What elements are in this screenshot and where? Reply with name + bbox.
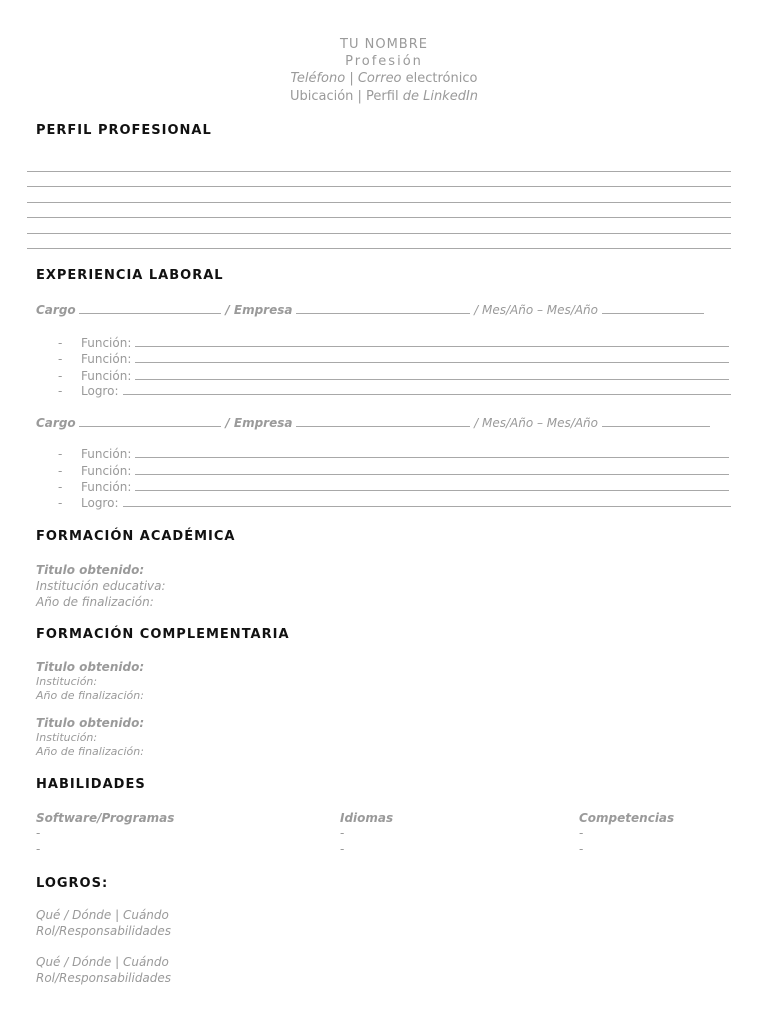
- academic-institucion: Institución educativa:: [36, 579, 166, 593]
- funcion-field[interactable]: [135, 446, 729, 458]
- perfil-line-3[interactable]: [27, 202, 731, 203]
- task-row: [58, 351, 729, 366]
- empresa-label: / Empresa: [225, 303, 293, 317]
- funcion-label: Función:: [81, 336, 132, 350]
- skill-idiomas-heading: Idiomas: [340, 811, 394, 825]
- empresa-field[interactable]: [296, 415, 470, 427]
- bullet-dash: -: [58, 496, 63, 510]
- academic-titulo: Titulo obtenido:: [36, 563, 145, 577]
- section-perfil-profesional: PERFIL PROFESIONAL: [36, 123, 212, 138]
- job-entry-2: [36, 415, 710, 430]
- bullet-dash: -: [58, 480, 63, 494]
- funcion-label: Función:: [81, 352, 132, 366]
- funcion-label: Función:: [81, 369, 132, 383]
- funcion-label: Función:: [81, 480, 132, 494]
- separator: |: [345, 71, 358, 86]
- skill-competencias-heading: Competencias: [579, 811, 675, 825]
- fechas-field[interactable]: [602, 302, 704, 314]
- empresa-label: / Empresa: [225, 416, 293, 430]
- achievement-what-where-when: Qué / Dónde | Cuándo: [36, 955, 169, 969]
- skill-item: -: [340, 842, 345, 856]
- funcion-label: Función:: [81, 447, 132, 461]
- funcion-label: Función:: [81, 464, 132, 478]
- funcion-field[interactable]: [135, 463, 729, 475]
- fechas-field[interactable]: [602, 415, 710, 427]
- skill-item: -: [36, 842, 41, 856]
- location-label: Ubicación | Perfil: [289, 89, 403, 104]
- section-logros: LOGROS:: [36, 876, 109, 891]
- academic-anio: Año de finalización:: [36, 595, 154, 609]
- funcion-field[interactable]: [135, 335, 729, 347]
- task-row: [58, 495, 731, 510]
- bullet-dash: -: [58, 369, 63, 383]
- location-line: [0, 89, 768, 104]
- perfil-line-6[interactable]: [27, 248, 731, 249]
- bullet-dash: -: [58, 384, 63, 398]
- section-formacion-complementaria: FORMACIÓN COMPLEMENTARIA: [36, 627, 290, 642]
- cargo-field[interactable]: [79, 302, 221, 314]
- section-habilidades: HABILIDADES: [36, 777, 146, 792]
- phone-label: Teléfono: [290, 71, 346, 86]
- task-row: [58, 463, 729, 478]
- complementary-anio: Año de finalización:: [36, 745, 144, 758]
- task-row: [58, 479, 729, 494]
- logro-label: Logro:: [81, 384, 119, 398]
- bullet-dash: -: [58, 352, 63, 366]
- linkedin-label: de LinkedIn: [402, 89, 479, 104]
- job-entry-1: [36, 302, 704, 317]
- skill-item: -: [579, 826, 584, 840]
- logro-label: Logro:: [81, 496, 119, 510]
- bullet-dash: -: [58, 336, 63, 350]
- section-experiencia-laboral: EXPERIENCIA LABORAL: [36, 268, 224, 283]
- contact-line: [0, 71, 768, 86]
- skill-item: -: [340, 826, 345, 840]
- funcion-field[interactable]: [135, 479, 729, 491]
- email-label-b: electrónico: [401, 71, 478, 86]
- perfil-line-2[interactable]: [27, 186, 731, 187]
- achievement-role: Rol/Responsabilidades: [36, 924, 172, 938]
- complementary-titulo: Titulo obtenido:: [36, 716, 145, 730]
- task-row: [58, 368, 729, 383]
- fechas-label: / Mes/Año – Mes/Año: [474, 416, 598, 430]
- task-row: [58, 383, 731, 398]
- perfil-line-5[interactable]: [27, 233, 731, 234]
- skill-item: -: [36, 826, 41, 840]
- bullet-dash: -: [58, 464, 63, 478]
- logro-field[interactable]: [123, 383, 731, 395]
- bullet-dash: -: [58, 447, 63, 461]
- task-row: [58, 335, 729, 350]
- perfil-line-1[interactable]: [27, 171, 731, 172]
- funcion-field[interactable]: [135, 368, 729, 380]
- complementary-institucion: Institución:: [36, 731, 98, 744]
- complementary-institucion: Institución:: [36, 675, 98, 688]
- complementary-anio: Año de finalización:: [36, 689, 144, 702]
- complementary-titulo: Titulo obtenido:: [36, 660, 145, 674]
- cargo-label: Cargo: [36, 303, 76, 317]
- profession-heading: Profesión: [345, 54, 423, 69]
- cargo-label: Cargo: [36, 416, 76, 430]
- achievement-what-where-when: Qué / Dónde | Cuándo: [36, 908, 169, 922]
- perfil-line-4[interactable]: [27, 217, 731, 218]
- empresa-field[interactable]: [296, 302, 470, 314]
- task-row: [58, 446, 729, 461]
- skill-item: -: [579, 842, 584, 856]
- cargo-field[interactable]: [79, 415, 221, 427]
- email-label-a: Correo: [357, 71, 402, 86]
- achievement-role: Rol/Responsabilidades: [36, 971, 172, 985]
- logro-field[interactable]: [123, 495, 731, 507]
- fechas-label: / Mes/Año – Mes/Año: [474, 303, 598, 317]
- skill-software-heading: Software/Programas: [36, 811, 175, 825]
- name-heading: TU NOMBRE: [340, 37, 428, 52]
- funcion-field[interactable]: [135, 351, 729, 363]
- section-formacion-academica: FORMACIÓN ACADÉMICA: [36, 529, 236, 544]
